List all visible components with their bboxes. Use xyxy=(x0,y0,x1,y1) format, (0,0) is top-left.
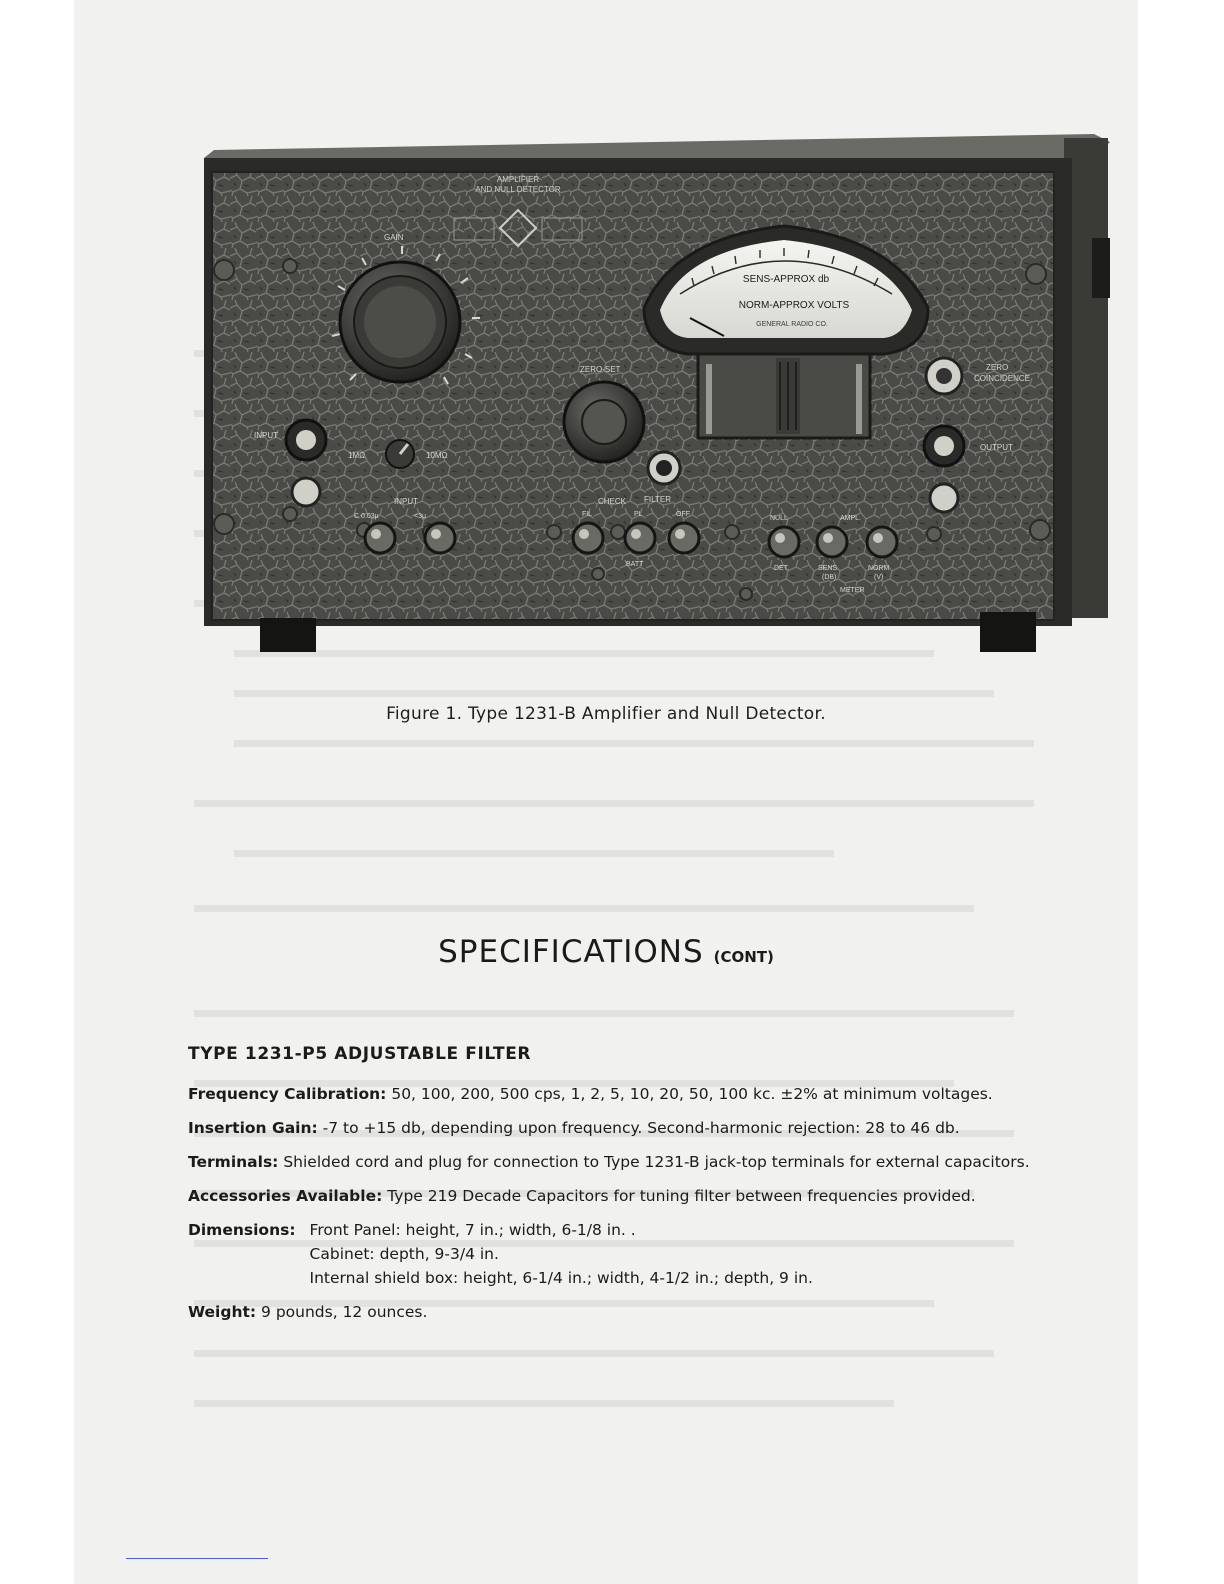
spec-text: Shielded cord and plug for connection to Type 1231-B jack-top terminals for external capacitors. xyxy=(283,1153,1030,1171)
output-label: OUTPUT xyxy=(980,443,1013,452)
spec-label: Accessories Available: xyxy=(188,1187,383,1205)
spec-label: Insertion Gain: xyxy=(188,1119,318,1137)
c-small-label: C 0.03μ xyxy=(354,513,379,520)
weight-label: Weight: xyxy=(188,1303,257,1321)
figure-caption: Figure 1. Type 1231-B Amplifier and Null Detector. xyxy=(386,704,826,724)
panel-header-1: AMPLIFIER xyxy=(496,175,540,184)
gain-label: GAIN xyxy=(384,233,404,242)
specifications-body xyxy=(188,1042,1052,1334)
ampl-label: AMPL. xyxy=(840,515,862,522)
spec-dimensions xyxy=(188,1218,1052,1290)
section-title: TYPE 1231-P5 ADJUSTABLE FILTER xyxy=(188,1044,532,1064)
c-large-label: <3μ xyxy=(414,513,427,520)
batt-label: BATT xyxy=(626,561,644,568)
off-label: OFF xyxy=(676,511,690,518)
pl-label: PL xyxy=(634,511,643,518)
meter-scale-1: SENS-APPROX db xyxy=(742,274,830,285)
spec-text: -7 to +15 db, depending upon frequency. Second-harmonic rejection: 28 to 46 db. xyxy=(322,1119,960,1137)
foot-right xyxy=(980,612,1036,652)
foot-left xyxy=(260,618,316,652)
meter-maker: GENERAL RADIO CO. xyxy=(756,321,828,328)
dimensions-label: Dimensions: xyxy=(188,1221,296,1239)
spec-insertion-gain xyxy=(188,1116,1052,1140)
dimension-line: Cabinet: depth, 9-3/4 in. xyxy=(309,1245,499,1263)
spec-text: 50, 100, 200, 500 cps, 1, 2, 5, 10, 20, 50, 100 kc. ±2% at minimum voltages. xyxy=(391,1085,993,1103)
zero-coincidence-label-2: COINCIDENCE xyxy=(974,374,1031,383)
spec-frequency-calibration xyxy=(188,1082,1052,1106)
norm-label-2: (V) xyxy=(874,574,884,581)
panel-header-2: AND NULL DETECTOR xyxy=(475,185,561,194)
zero-set-label: ZERO-SET xyxy=(580,365,621,374)
norm-label-1: NORM xyxy=(868,565,890,572)
dimension-line: Front Panel: height, 7 in.; width, 6-1/8 in. . xyxy=(309,1221,636,1239)
weight-text: 9 pounds, 12 ounces. xyxy=(261,1303,428,1321)
spec-terminals xyxy=(188,1150,1052,1174)
footnote-rule xyxy=(126,1558,268,1559)
ten-meg-label: 10MΩ xyxy=(426,451,448,460)
check-label: CHECK xyxy=(598,497,627,506)
input-group-label: INPUT xyxy=(394,497,418,506)
fil-label: FIL xyxy=(582,511,593,518)
dimension-line: Internal shield box: height, 6-1/4 in.; width, 4-1/2 in.; depth, 9 in. xyxy=(309,1269,813,1287)
sens-label-1: SENS. xyxy=(818,565,840,572)
specifications-cont: (CONT) xyxy=(713,948,774,966)
spec-accessories xyxy=(188,1184,1052,1208)
filter-label: FILTER xyxy=(644,495,671,504)
input-side-label: INPUT xyxy=(254,431,278,440)
null-label: NULL xyxy=(770,515,788,522)
meter-group-label: METER xyxy=(840,587,865,594)
det-label: DET. xyxy=(774,565,790,572)
specifications-title: SPECIFICATIONS xyxy=(438,934,704,970)
spec-label: Terminals: xyxy=(188,1153,279,1171)
one-meg-label: 1MΩ xyxy=(348,451,366,460)
spec-weight xyxy=(188,1300,1052,1324)
instrument-photo xyxy=(204,118,1110,666)
specifications-heading xyxy=(74,934,1138,970)
handle-right xyxy=(1092,238,1110,298)
dimensions-lines xyxy=(310,1218,813,1290)
document-page xyxy=(74,0,1138,1584)
sens-label-2: (DB) xyxy=(822,574,837,581)
zero-coincidence-label-1: ZERO xyxy=(986,363,1009,372)
meter-scale-2: NORM-APPROX VOLTS xyxy=(738,300,850,311)
spec-label: Frequency Calibration: xyxy=(188,1085,387,1103)
spec-text: Type 219 Decade Capacitors for tuning filter between frequencies provided. xyxy=(387,1187,976,1205)
